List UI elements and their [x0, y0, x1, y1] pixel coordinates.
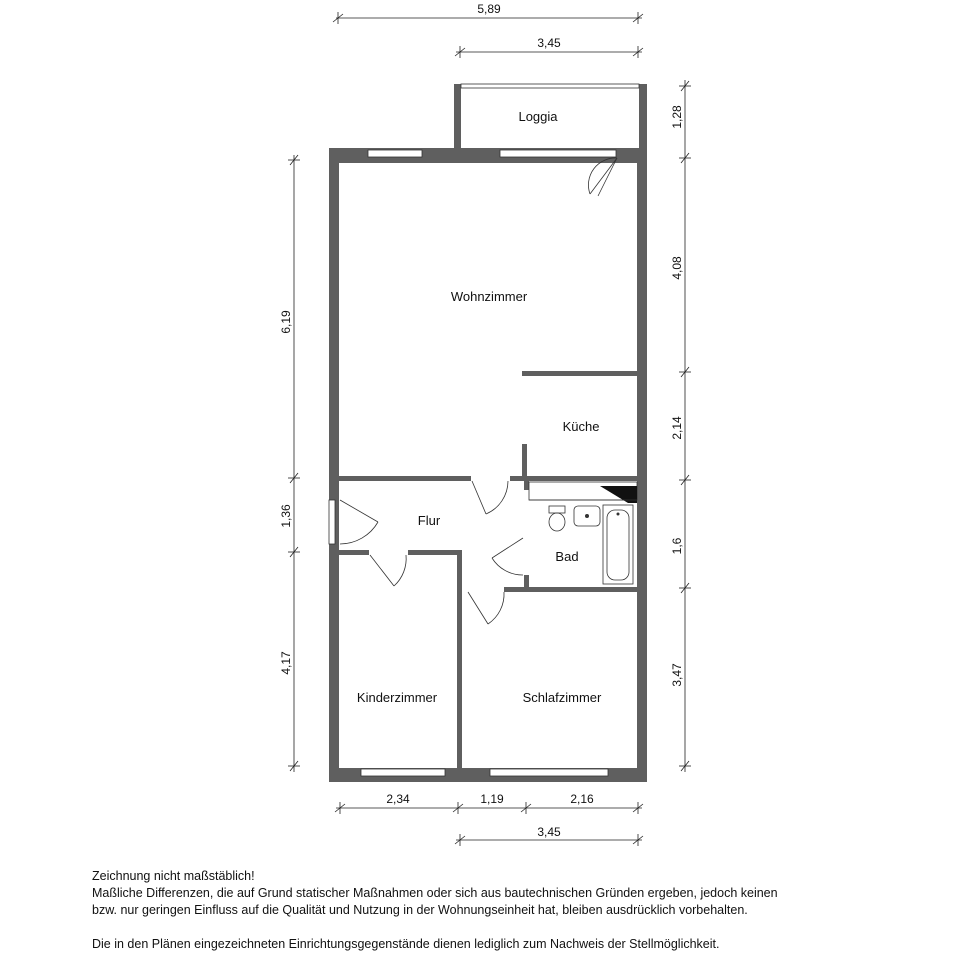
dim-left-flur: 1,36 — [279, 504, 293, 528]
dim-bottom-total: 3,45 — [537, 825, 561, 839]
bathtub-icon — [603, 505, 633, 584]
dim-right-loggia: 1,28 — [670, 105, 684, 129]
note-deviations-1: Maßliche Differenzen, die auf Grund statischer Maßnahmen oder sich aus bautechnischen Gründen ergeben, jedoch keinen — [92, 886, 778, 900]
window-wohnzimmer-1 — [368, 150, 422, 157]
room-labels — [357, 109, 602, 705]
dim-left-wohnzimmer: 6,19 — [279, 310, 293, 334]
room-label-flur: Flur — [417, 513, 441, 528]
door-entry — [340, 500, 378, 544]
room-label-schlafzimmer: Schlafzimmer — [522, 690, 602, 705]
door-wohnzimmer — [472, 481, 508, 514]
dim-right-schlafzimmer: 3,47 — [670, 663, 684, 687]
window-schlafzimmer — [490, 769, 608, 776]
note-furniture: Die in den Plänen eingezeichneten Einrichtungsgegenstände dienen lediglich zum Nachweis der Stellmöglichkeit. — [92, 937, 720, 951]
room-label-kueche: Küche — [562, 419, 600, 434]
dim-top-total: 5,89 — [477, 2, 501, 16]
door-schlafzimmer — [468, 592, 504, 624]
dim-left-kinderzimmer: 4,17 — [279, 651, 293, 675]
window-wohnzimmer-2 — [500, 150, 616, 157]
dim-bottom-mid: 1,19 — [480, 792, 504, 806]
fixtures — [529, 482, 637, 584]
note-not-to-scale: Zeichnung nicht maßstäblich! — [92, 869, 255, 883]
window-loggia — [461, 84, 639, 88]
dim-right-bad: 1,6 — [670, 537, 684, 555]
window-flur — [329, 500, 335, 544]
disclaimer-notes — [92, 868, 912, 953]
kitchen-counter — [529, 482, 637, 503]
room-label-bad: Bad — [555, 549, 579, 564]
dim-right-wohnzimmer: 4,08 — [670, 256, 684, 280]
note-deviations-2: bzw. nur geringen Einfluss auf die Qualität und Nutzung in der Wohnungseinheit hat, bleiben ausdrücklich vorbehalten. — [92, 903, 748, 917]
dimension-lines — [288, 12, 691, 846]
dim-top-loggia: 3,45 — [537, 36, 561, 50]
room-label-kinderzimmer: Kinderzimmer — [356, 690, 438, 705]
window-kinderzimmer — [361, 769, 445, 776]
door-kinderzimmer — [370, 555, 406, 586]
dim-bottom-kinderzimmer: 2,34 — [386, 792, 410, 806]
sink-icon — [574, 506, 600, 526]
door-loggia — [588, 158, 617, 196]
dim-right-kueche: 2,14 — [670, 416, 684, 440]
dimension-labels — [279, 2, 684, 839]
door-bad — [492, 538, 523, 575]
dim-bottom-schlafzimmer: 2,16 — [570, 792, 594, 806]
toilet-icon — [549, 506, 565, 531]
room-label-wohnzimmer: Wohnzimmer — [450, 289, 528, 304]
room-label-loggia: Loggia — [518, 109, 558, 124]
